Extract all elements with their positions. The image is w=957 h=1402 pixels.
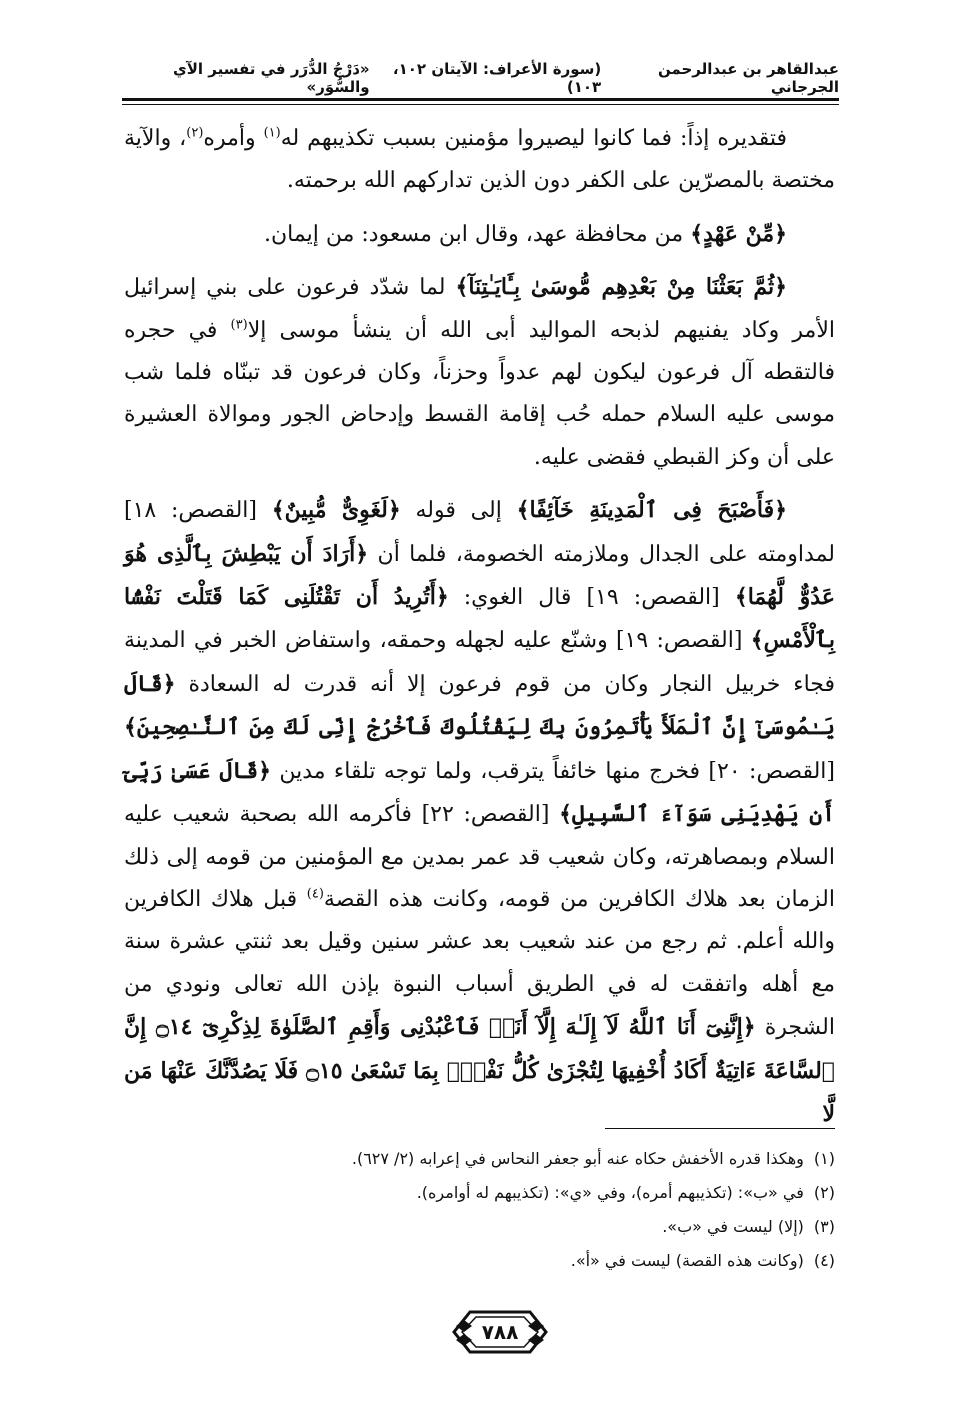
header-rule-thin xyxy=(122,104,839,105)
footnotes xyxy=(124,1142,835,1278)
footnote-marker: (٢) xyxy=(186,125,204,141)
footnote-number: (٢) xyxy=(813,1183,835,1202)
text-run: [القصص: ٢٠] فخرج منها خائفاً يترقب، ولما توجه تلقاء مدين xyxy=(270,758,835,784)
page-number-ornament xyxy=(450,1308,550,1356)
text-run: إلى قوله xyxy=(400,498,517,524)
quran-quote: ﴿فَأَصْبَحَ فِى ٱلْمَدِينَةِ خَآئِفًا﴾ xyxy=(516,497,788,524)
footnote-number: (٤) xyxy=(813,1251,835,1270)
quran-quote: ﴿إِنَّنِىٓ أَنَا ٱللَّهُ لَآ إِلَـٰهَ إِلَّآ أَنَا۠ فَٱعْبُدْنِى وَأَقِمِ ٱلصَّلَوٰةَ لِذِكْرِىٓ ۝١٤ إِنَّ ٱلسَّاعَةَ ءَاتِيَةٌ أَكَادُ أُخْفِيهَا لِتُجْزَىٰ كُلُّ نَفْسٍۭ بِمَا تَسْعَىٰ ۝١٥ فَلَا يَصُدَّنَّكَ عَنْهَا مَن لَّا xyxy=(124,1014,835,1127)
header-section: (سورة الأعراف: الآيتان ١٠٢، ١٠٣) xyxy=(392,60,602,96)
footnote-text: (وكانت هذه القصة) ليست في «أ». xyxy=(570,1251,804,1270)
quran-quote: ﴿قَالَ يَـٰمُوسَىٰٓ إِنَّ ٱلْمَلَأَ يَأْتَمِرُونَ بِكَ لِيَقْتُلُوكَ فَٱخْرُجْ إِنِّى لَكَ مِنَ ٱلنَّـٰصِحِينَ﴾ xyxy=(124,670,835,741)
quran-quote: ﴿أَرَادَ أَن يَبْطِشَ بِٱلَّذِى هُوَ عَدُوٌّ لَّهُمَا﴾ xyxy=(124,540,835,611)
footnote-marker: (٣) xyxy=(230,317,248,333)
footnote-separator xyxy=(605,1128,835,1129)
footnote-text: في «ب»: (تكذيبهم أمره)، وفي «ي»: (تكذيبهم له أوامره). xyxy=(416,1183,804,1202)
footnote xyxy=(124,1244,835,1278)
footnote xyxy=(124,1210,835,1244)
text-run: [القصص: ١٩] وشنّع عليه لجهله وحمقه، واستفاض الخبر في المدينة فجاء خربيل النجار وكان من قوم فرعون إلا أنه قدرت له السعادة xyxy=(124,628,835,697)
header-rule-thick xyxy=(122,98,839,101)
footnote-marker: (١) xyxy=(263,125,281,141)
paragraph-4 xyxy=(124,489,835,1136)
header-author: عبدالقاهر بن عبدالرحمن الجرجاني xyxy=(657,60,839,96)
paragraph-2 xyxy=(124,213,835,256)
footnote-number: (١) xyxy=(813,1149,835,1168)
text-run: [القصص: ١٨] لمداومته على الجدال وملازمته الخصومة، فلما أن xyxy=(124,498,835,567)
quran-quote: ﴿ثُمَّ بَعَثْنَا مِنْ بَعْدِهِم مُّوسَىٰ بِـَٔايَـٰتِنَآ﴾ xyxy=(455,274,787,301)
footnote xyxy=(124,1176,835,1210)
running-header xyxy=(122,62,839,94)
main-text xyxy=(124,118,835,1136)
page-number: ٧٨٨ xyxy=(481,1320,519,1344)
text-run: فتقديره إذاً: فما كانوا ليصيروا مؤمنين بسبب تكذيبهم له xyxy=(280,126,787,151)
text-run: ، والآية مختصة بالمصرّين على الكفر دون الذين تداركهم الله برحمته. xyxy=(124,126,835,194)
text-run: في حجره فالتقطه آل فرعون ليكون لهم عدواً وحزناً، وكان فرعون قد تبنّاه فلما شب موسى عليه السلام حمله حُب إقامة القسط وإدحاض الجور وموالاة العشيرة على أن وكز القبطي فقضى عليه. xyxy=(124,317,835,470)
quran-quote: ﴿قَالَ عَسَىٰ رَبِّىٓ أَن يَهْدِيَنِى سَوَآءَ ٱلسَّبِيلِ﴾ xyxy=(124,757,835,828)
footnote-text: وهكذا قدره الأخفش حكاه عنه أبو جعفر النحاس في إعرابه (٢/ ٦٢٧). xyxy=(351,1149,804,1168)
footnote-text: (إلا) ليست في «ب». xyxy=(662,1217,804,1236)
footnote-marker: (٤) xyxy=(306,886,324,902)
footnote-number: (٣) xyxy=(813,1217,835,1236)
quran-quote: ﴿مِّنْ عَهْدٍ﴾ xyxy=(690,220,787,247)
paragraph-3 xyxy=(124,266,835,479)
quran-quote: ﴿أَتُرِيدُ أَن تَقْتُلَنِى كَمَا قَتَلْتَ نَفْسًۢا بِٱلْأَمْسِ﴾ xyxy=(124,584,835,654)
text-run: لما شدّد فرعون على بني إسرائيل الأمر وكاد يفنيهم لذبحه المواليد أبى الله أن ينشأ موسى إلا xyxy=(124,275,835,343)
text-run: وأمره xyxy=(203,126,264,151)
quran-quote: ﴿لَغَوِىٌّ مُّبِينٌ﴾ xyxy=(271,497,401,524)
footnote xyxy=(124,1142,835,1176)
header-book-title: «دَرْجُ الدُّرَر في تفسير الآي والسُّوَر» xyxy=(172,60,370,96)
text-run: [القصص: ١٩] قال الغوي: xyxy=(448,585,735,611)
text-run: [القصص: ٢٢] فأكرمه الله بصحبة شعيب عليه السلام وبمصاهرته، وكان شعيب قد عمر بمدين مع المؤمنين من قومه إلى ذلك الزمان بعد هلاك الكافرين من قومه، وكانت هذه القصة xyxy=(124,802,835,912)
text-run: قبل هلاك الكافرين والله أعلم. ثم رجع من عند شعيب بعد عشر سنين وقيل بعد ثنتي عشرة سنة مع أهله واتفقت له في الطريق أسباب النبوة بإذن الله تعالى ونودي من الشجرة xyxy=(124,886,835,1041)
text-run: من محافظة عهد، وقال ابن مسعود: من إيمان. xyxy=(264,221,691,247)
paragraph-1 xyxy=(124,118,835,203)
